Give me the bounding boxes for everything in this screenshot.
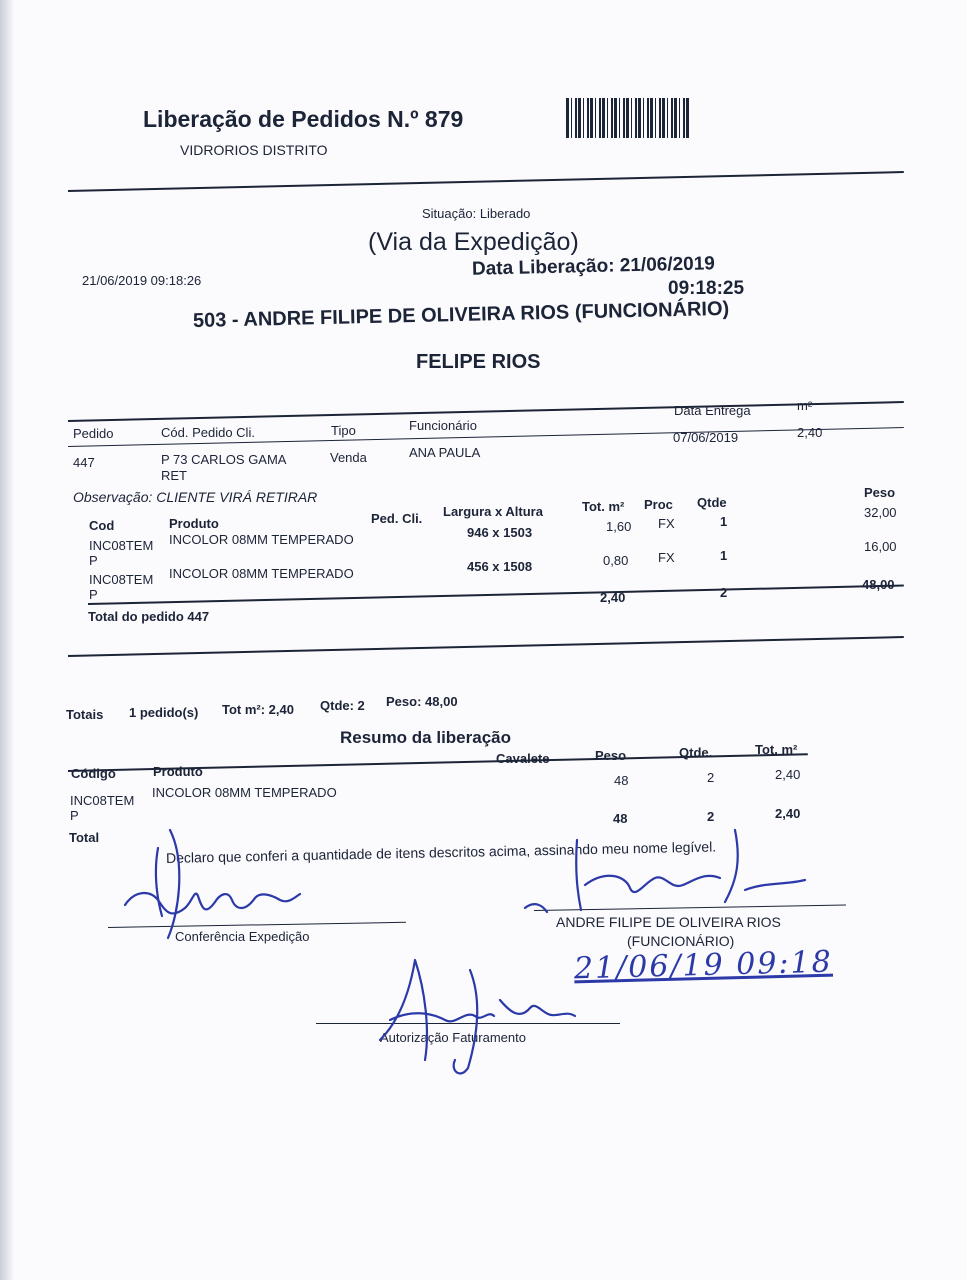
- item-code-cont: P: [89, 553, 98, 568]
- divider: [88, 584, 904, 605]
- order-employee: ANA PAULA: [409, 445, 481, 460]
- item-code: INC08TEM: [89, 572, 154, 587]
- summary-code-cont: P: [70, 808, 79, 823]
- order-total-qtde: 2: [720, 585, 728, 600]
- item-proc: FX: [658, 550, 675, 565]
- order-total-label: Total do pedido 447: [88, 609, 210, 624]
- summary-peso: 48: [614, 773, 629, 788]
- summary-qtde: 2: [707, 770, 715, 785]
- order-type: Venda: [330, 450, 367, 465]
- summary-col-qtde: Qtde.: [679, 745, 713, 760]
- customer-short-name: FELIPE RIOS: [416, 351, 541, 373]
- items-col-cod: Cod: [89, 518, 115, 533]
- item-product: INCOLOR 08MM TEMPERADO: [169, 532, 354, 547]
- signature-autorizacao-drawing: [370, 950, 590, 1080]
- item-proc: FX: [658, 516, 675, 531]
- order-total-peso: 48,00: [862, 577, 895, 592]
- order-number: 447: [73, 455, 95, 470]
- col-data-entrega: Data Entrega: [674, 403, 751, 418]
- status-text: Situação: Liberado: [422, 206, 531, 221]
- order-area: 2,40: [797, 425, 823, 440]
- order-total-m2: 2,40: [600, 590, 626, 605]
- page-edge: [0, 0, 14, 1280]
- summary-total-peso: 48: [613, 811, 628, 826]
- release-date: Data Liberação: 21/06/2019: [471, 253, 716, 280]
- signature-conferencia-drawing: [110, 820, 310, 950]
- col-m2: m²: [797, 398, 813, 413]
- signature-name: ANDRE FILIPE DE OLIVEIRA RIOS: [556, 914, 781, 930]
- totals-m2: Tot m²: 2,40: [222, 702, 294, 717]
- summary-total-label: Total: [69, 830, 100, 845]
- item-dimensions: 456 x 1508: [467, 559, 533, 574]
- items-col-proc: Proc: [644, 497, 673, 512]
- document-title: Liberação de Pedidos N.º 879: [143, 106, 464, 132]
- items-col-ped-cli: Ped. Cli.: [371, 511, 423, 526]
- summary-code: INC08TEM: [70, 793, 135, 808]
- summary-col-produto: Produto: [153, 764, 203, 779]
- print-timestamp: 21/06/2019 09:18:26: [82, 273, 202, 288]
- divider: [68, 636, 904, 657]
- release-time: 09:18:25: [668, 278, 745, 299]
- item-peso: 16,00: [864, 539, 897, 554]
- items-col-peso: Peso: [864, 485, 896, 500]
- item-tot-m2: 1,60: [606, 519, 632, 534]
- via-label: (Via da Expedição): [368, 228, 579, 256]
- barcode: [566, 98, 690, 138]
- summary-col-tot-m2: Tot. m²: [755, 742, 798, 757]
- col-tipo: Tipo: [331, 423, 356, 438]
- summary-col-cavalete: Cavalete: [496, 751, 550, 766]
- summary-total-m2: 2,40: [775, 806, 801, 821]
- company-name: VIDRORIOS DISTRITO: [180, 142, 328, 158]
- col-funcionario: Funcionário: [409, 418, 477, 433]
- totals-qtde: Qtde: 2: [320, 698, 365, 713]
- item-code: INC08TEM: [89, 538, 154, 553]
- order-client-code-cont: RET: [161, 468, 187, 483]
- items-col-qtde: Qtde: [697, 495, 727, 510]
- totals-peso: Peso: 48,00: [386, 694, 458, 709]
- observation-label: Observação:: [73, 489, 153, 505]
- col-cod-pedido: Cód. Pedido Cli.: [161, 425, 255, 440]
- observation: [73, 489, 317, 505]
- items-col-dimensions: Largura x Altura: [443, 504, 543, 519]
- handwritten-date: 21/06/19 09:18: [573, 944, 834, 987]
- items-col-tot-m2: Tot. m²: [582, 499, 625, 514]
- summary-col-codigo: Código: [71, 766, 116, 781]
- order-client-code: P 73 CARLOS GAMA: [161, 452, 287, 467]
- item-qtde: 1: [720, 548, 728, 563]
- declaration-text: Declaro que conferi a quantidade de itens descritos acima, assinando meu nome legível.: [165, 838, 717, 866]
- summary-total-qtde: 2: [707, 809, 715, 824]
- divider: [68, 171, 904, 192]
- summary-tot-m2: 2,40: [775, 767, 801, 782]
- item-product: INCOLOR 08MM TEMPERADO: [169, 566, 354, 581]
- item-peso: 32,00: [864, 505, 897, 520]
- order-delivery-date: 07/06/2019: [673, 430, 739, 445]
- item-qtde: 1: [720, 514, 728, 529]
- signature-employee-drawing: [515, 830, 815, 920]
- customer-name: 503 - ANDRE FILIPE DE OLIVEIRA RIOS (FUNCIONÁRIO): [192, 297, 730, 332]
- item-dimensions: 946 x 1503: [467, 525, 533, 540]
- signature-label-autorizacao: Autorização Faturamento: [380, 1030, 526, 1045]
- divider: [68, 401, 904, 422]
- signature-label-conferencia: Conferência Expedição: [175, 929, 310, 944]
- summary-product: INCOLOR 08MM TEMPERADO: [152, 785, 337, 800]
- totals-orders: 1 pedido(s): [129, 705, 199, 720]
- summary-col-peso: Peso: [595, 748, 627, 763]
- observation-value: CLIENTE VIRÁ RETIRAR: [156, 489, 318, 505]
- item-tot-m2: 0,80: [603, 553, 629, 568]
- col-pedido: Pedido: [73, 426, 114, 441]
- signature-role: (FUNCIONÁRIO): [627, 933, 735, 949]
- items-col-produto: Produto: [169, 516, 219, 531]
- totals-label: Totais: [66, 707, 104, 722]
- summary-title: Resumo da liberação: [340, 728, 512, 747]
- item-code-cont: P: [89, 587, 98, 602]
